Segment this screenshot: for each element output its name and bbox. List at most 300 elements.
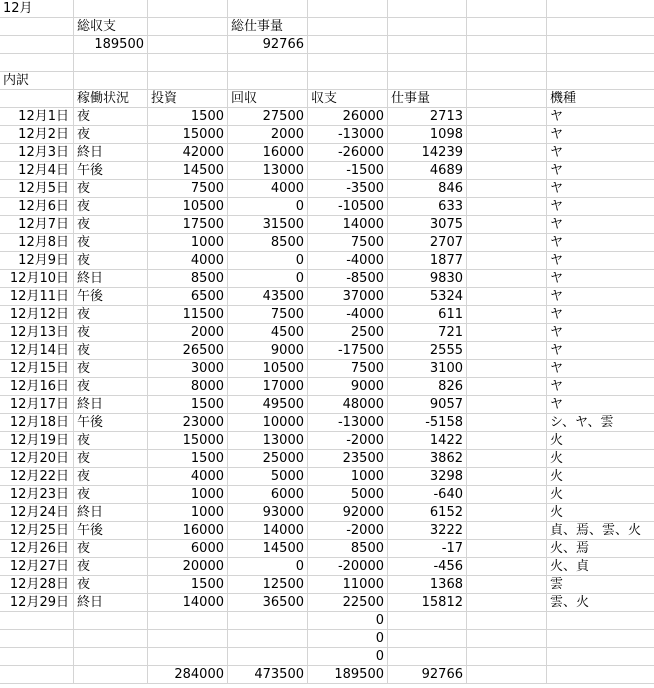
header-status-cell[interactable]: 稼働状況 [74, 90, 148, 108]
invest-cell[interactable]: 1000 [148, 234, 228, 252]
empty-cell[interactable] [148, 54, 228, 72]
machine-cell[interactable]: 火 [547, 432, 654, 450]
invest-cell[interactable]: 42000 [148, 144, 228, 162]
machine-cell[interactable]: ヤ [547, 396, 654, 414]
total-balance-cell[interactable]: 189500 [308, 666, 388, 684]
machine-cell[interactable]: ヤ [547, 144, 654, 162]
work-cell[interactable]: 826 [388, 378, 467, 396]
date-cell[interactable] [0, 630, 74, 648]
balance-cell[interactable]: 14000 [308, 216, 388, 234]
work-cell[interactable]: 1422 [388, 432, 467, 450]
invest-cell[interactable] [148, 612, 228, 630]
date-cell[interactable]: 12月13日 [0, 324, 74, 342]
date-cell[interactable]: 12月28日 [0, 576, 74, 594]
invest-cell[interactable]: 16000 [148, 522, 228, 540]
empty-cell[interactable] [74, 72, 148, 90]
status-cell[interactable]: 夜 [74, 360, 148, 378]
machine-cell[interactable]: 火、貞 [547, 558, 654, 576]
empty-cell[interactable] [467, 162, 547, 180]
invest-cell[interactable]: 10500 [148, 198, 228, 216]
empty-cell[interactable] [0, 36, 74, 54]
empty-cell[interactable] [148, 0, 228, 18]
invest-cell[interactable]: 6000 [148, 540, 228, 558]
status-cell[interactable]: 午後 [74, 414, 148, 432]
status-cell[interactable]: 夜 [74, 468, 148, 486]
date-cell[interactable]: 12月23日 [0, 486, 74, 504]
recover-cell[interactable]: 14500 [228, 540, 308, 558]
recover-cell[interactable]: 12500 [228, 576, 308, 594]
empty-cell[interactable] [148, 36, 228, 54]
breakdown-label-cell[interactable]: 内訳 [0, 72, 74, 90]
work-cell[interactable]: 846 [388, 180, 467, 198]
date-cell[interactable] [0, 612, 74, 630]
balance-cell[interactable]: 7500 [308, 360, 388, 378]
invest-cell[interactable] [148, 648, 228, 666]
balance-cell[interactable]: 26000 [308, 108, 388, 126]
empty-cell[interactable] [467, 0, 547, 18]
empty-cell[interactable] [467, 54, 547, 72]
status-cell[interactable]: 夜 [74, 252, 148, 270]
balance-cell[interactable]: 8500 [308, 540, 388, 558]
work-cell[interactable]: 9057 [388, 396, 467, 414]
balance-cell[interactable]: 1000 [308, 468, 388, 486]
empty-cell[interactable] [467, 504, 547, 522]
recover-cell[interactable]: 2000 [228, 126, 308, 144]
recover-cell[interactable]: 0 [228, 558, 308, 576]
work-cell[interactable]: 6152 [388, 504, 467, 522]
invest-cell[interactable]: 1000 [148, 486, 228, 504]
empty-cell[interactable] [467, 396, 547, 414]
empty-cell[interactable] [228, 0, 308, 18]
empty-cell[interactable] [228, 72, 308, 90]
empty-cell[interactable] [467, 288, 547, 306]
status-cell[interactable]: 午後 [74, 288, 148, 306]
machine-cell[interactable]: ヤ [547, 162, 654, 180]
date-cell[interactable]: 12月29日 [0, 594, 74, 612]
empty-cell[interactable] [74, 54, 148, 72]
work-cell[interactable]: 1098 [388, 126, 467, 144]
recover-cell[interactable]: 93000 [228, 504, 308, 522]
machine-cell[interactable]: ヤ [547, 234, 654, 252]
recover-cell[interactable]: 0 [228, 270, 308, 288]
recover-cell[interactable]: 13000 [228, 162, 308, 180]
recover-cell[interactable] [228, 648, 308, 666]
empty-cell[interactable] [547, 36, 654, 54]
status-cell[interactable]: 夜 [74, 216, 148, 234]
work-cell[interactable]: 2707 [388, 234, 467, 252]
invest-cell[interactable]: 15000 [148, 432, 228, 450]
date-cell[interactable]: 12月6日 [0, 198, 74, 216]
empty-cell[interactable] [467, 648, 547, 666]
empty-cell[interactable] [467, 486, 547, 504]
status-cell[interactable]: 終日 [74, 396, 148, 414]
recover-cell[interactable]: 9000 [228, 342, 308, 360]
balance-cell[interactable]: 92000 [308, 504, 388, 522]
machine-cell[interactable]: 雲、火 [547, 594, 654, 612]
date-cell[interactable]: 12月14日 [0, 342, 74, 360]
date-cell[interactable]: 12月1日 [0, 108, 74, 126]
recover-cell[interactable]: 25000 [228, 450, 308, 468]
empty-cell[interactable] [74, 666, 148, 684]
status-cell[interactable]: 夜 [74, 180, 148, 198]
recover-cell[interactable]: 17000 [228, 378, 308, 396]
balance-cell[interactable]: 2500 [308, 324, 388, 342]
invest-cell[interactable]: 2000 [148, 324, 228, 342]
empty-cell[interactable] [467, 324, 547, 342]
work-cell[interactable]: 15812 [388, 594, 467, 612]
empty-cell[interactable] [467, 72, 547, 90]
work-cell[interactable]: 9830 [388, 270, 467, 288]
empty-cell[interactable] [308, 18, 388, 36]
empty-cell[interactable] [467, 306, 547, 324]
balance-cell[interactable]: -2000 [308, 432, 388, 450]
machine-cell[interactable]: ヤ [547, 306, 654, 324]
empty-cell[interactable] [467, 414, 547, 432]
machine-cell[interactable] [547, 630, 654, 648]
empty-cell[interactable] [228, 54, 308, 72]
machine-cell[interactable]: 貞、焉、雲、火 [547, 522, 654, 540]
recover-cell[interactable]: 4500 [228, 324, 308, 342]
date-cell[interactable]: 12月8日 [0, 234, 74, 252]
empty-cell[interactable] [467, 540, 547, 558]
machine-cell[interactable]: ヤ [547, 108, 654, 126]
work-cell[interactable]: 3862 [388, 450, 467, 468]
date-cell[interactable]: 12月9日 [0, 252, 74, 270]
status-cell[interactable]: 夜 [74, 450, 148, 468]
empty-cell[interactable] [467, 360, 547, 378]
balance-cell[interactable]: -3500 [308, 180, 388, 198]
empty-cell[interactable] [388, 18, 467, 36]
machine-cell[interactable]: 火 [547, 468, 654, 486]
empty-cell[interactable] [467, 378, 547, 396]
empty-cell[interactable] [467, 234, 547, 252]
total-balance-value-cell[interactable]: 189500 [74, 36, 148, 54]
work-cell[interactable]: 3075 [388, 216, 467, 234]
empty-cell[interactable] [467, 342, 547, 360]
work-cell[interactable]: 2555 [388, 342, 467, 360]
header-work-cell[interactable]: 仕事量 [388, 90, 467, 108]
empty-cell[interactable] [467, 630, 547, 648]
work-cell[interactable]: 14239 [388, 144, 467, 162]
balance-cell[interactable]: -10500 [308, 198, 388, 216]
empty-cell[interactable] [148, 72, 228, 90]
empty-cell[interactable] [388, 54, 467, 72]
empty-cell[interactable] [467, 612, 547, 630]
invest-cell[interactable]: 6500 [148, 288, 228, 306]
invest-cell[interactable]: 1000 [148, 504, 228, 522]
work-cell[interactable]: 4689 [388, 162, 467, 180]
date-cell[interactable]: 12月22日 [0, 468, 74, 486]
recover-cell[interactable] [228, 630, 308, 648]
empty-cell[interactable] [467, 468, 547, 486]
empty-cell[interactable] [547, 54, 654, 72]
empty-cell[interactable] [467, 180, 547, 198]
balance-cell[interactable]: 9000 [308, 378, 388, 396]
invest-cell[interactable]: 1500 [148, 576, 228, 594]
balance-cell[interactable]: -17500 [308, 342, 388, 360]
balance-cell[interactable]: -26000 [308, 144, 388, 162]
recover-cell[interactable]: 6000 [228, 486, 308, 504]
balance-cell[interactable]: 22500 [308, 594, 388, 612]
empty-cell[interactable] [467, 594, 547, 612]
recover-cell[interactable]: 13000 [228, 432, 308, 450]
empty-cell[interactable] [547, 666, 654, 684]
status-cell[interactable]: 午後 [74, 522, 148, 540]
status-cell[interactable]: 夜 [74, 306, 148, 324]
total-invest-cell[interactable]: 284000 [148, 666, 228, 684]
status-cell[interactable]: 終日 [74, 144, 148, 162]
work-cell[interactable]: 611 [388, 306, 467, 324]
date-cell[interactable]: 12月24日 [0, 504, 74, 522]
machine-cell[interactable]: 火 [547, 450, 654, 468]
status-cell[interactable]: 夜 [74, 342, 148, 360]
work-cell[interactable]: 633 [388, 198, 467, 216]
work-cell[interactable]: -456 [388, 558, 467, 576]
invest-cell[interactable]: 14000 [148, 594, 228, 612]
date-cell[interactable]: 12月17日 [0, 396, 74, 414]
status-cell[interactable]: 終日 [74, 270, 148, 288]
invest-cell[interactable]: 7500 [148, 180, 228, 198]
empty-cell[interactable] [547, 72, 654, 90]
recover-cell[interactable]: 10000 [228, 414, 308, 432]
balance-cell[interactable]: 37000 [308, 288, 388, 306]
date-cell[interactable]: 12月26日 [0, 540, 74, 558]
date-cell[interactable]: 12月12日 [0, 306, 74, 324]
date-cell[interactable]: 12月25日 [0, 522, 74, 540]
work-cell[interactable]: 721 [388, 324, 467, 342]
empty-cell[interactable] [388, 0, 467, 18]
recover-cell[interactable]: 0 [228, 252, 308, 270]
status-cell[interactable]: 夜 [74, 234, 148, 252]
machine-cell[interactable] [547, 648, 654, 666]
status-cell[interactable]: 夜 [74, 486, 148, 504]
recover-cell[interactable]: 36500 [228, 594, 308, 612]
recover-cell[interactable]: 7500 [228, 306, 308, 324]
empty-cell[interactable] [308, 72, 388, 90]
machine-cell[interactable]: ヤ [547, 252, 654, 270]
machine-cell[interactable] [547, 612, 654, 630]
work-cell[interactable]: 3100 [388, 360, 467, 378]
balance-cell[interactable]: -13000 [308, 414, 388, 432]
status-cell[interactable]: 夜 [74, 378, 148, 396]
empty-cell[interactable] [148, 18, 228, 36]
work-cell[interactable]: -5158 [388, 414, 467, 432]
total-work-cell[interactable]: 92766 [388, 666, 467, 684]
invest-cell[interactable]: 1500 [148, 108, 228, 126]
empty-cell[interactable] [0, 18, 74, 36]
status-cell[interactable]: 終日 [74, 594, 148, 612]
invest-cell[interactable]: 14500 [148, 162, 228, 180]
machine-cell[interactable]: 火 [547, 504, 654, 522]
machine-cell[interactable]: 火 [547, 486, 654, 504]
work-cell[interactable]: -17 [388, 540, 467, 558]
invest-cell[interactable] [148, 630, 228, 648]
invest-cell[interactable]: 4000 [148, 468, 228, 486]
date-cell[interactable]: 12月18日 [0, 414, 74, 432]
balance-cell[interactable]: 11000 [308, 576, 388, 594]
work-cell[interactable]: -640 [388, 486, 467, 504]
month-title-cell[interactable]: 12月 [0, 0, 74, 18]
machine-cell[interactable]: ヤ [547, 270, 654, 288]
machine-cell[interactable]: ヤ [547, 180, 654, 198]
date-cell[interactable]: 12月15日 [0, 360, 74, 378]
empty-cell[interactable] [308, 0, 388, 18]
invest-cell[interactable]: 11500 [148, 306, 228, 324]
status-cell[interactable]: 夜 [74, 108, 148, 126]
balance-cell[interactable]: -1500 [308, 162, 388, 180]
status-cell[interactable]: 夜 [74, 576, 148, 594]
empty-cell[interactable] [467, 144, 547, 162]
header-invest-cell[interactable]: 投資 [148, 90, 228, 108]
machine-cell[interactable]: ヤ [547, 342, 654, 360]
balance-cell[interactable]: 23500 [308, 450, 388, 468]
balance-cell[interactable]: 5000 [308, 486, 388, 504]
recover-cell[interactable]: 43500 [228, 288, 308, 306]
machine-cell[interactable]: ヤ [547, 198, 654, 216]
work-cell[interactable] [388, 630, 467, 648]
invest-cell[interactable]: 1500 [148, 396, 228, 414]
empty-cell[interactable] [467, 216, 547, 234]
invest-cell[interactable]: 4000 [148, 252, 228, 270]
total-balance-label-cell[interactable]: 総収支 [74, 18, 148, 36]
empty-cell[interactable] [467, 450, 547, 468]
balance-cell[interactable]: -4000 [308, 306, 388, 324]
header-recover-cell[interactable]: 回収 [228, 90, 308, 108]
status-cell[interactable] [74, 648, 148, 666]
machine-cell[interactable]: ヤ [547, 126, 654, 144]
machine-cell[interactable]: ヤ [547, 378, 654, 396]
date-cell[interactable]: 12月4日 [0, 162, 74, 180]
empty-cell[interactable] [467, 18, 547, 36]
machine-cell[interactable]: ヤ [547, 288, 654, 306]
empty-cell[interactable] [547, 0, 654, 18]
header-machine-cell[interactable]: 機種 [547, 90, 654, 108]
status-cell[interactable] [74, 612, 148, 630]
empty-cell[interactable] [467, 198, 547, 216]
recover-cell[interactable]: 0 [228, 198, 308, 216]
empty-cell[interactable] [308, 36, 388, 54]
date-cell[interactable]: 12月5日 [0, 180, 74, 198]
machine-cell[interactable]: 雲 [547, 576, 654, 594]
status-cell[interactable]: 夜 [74, 540, 148, 558]
recover-cell[interactable]: 16000 [228, 144, 308, 162]
date-cell[interactable]: 12月7日 [0, 216, 74, 234]
empty-cell[interactable] [467, 126, 547, 144]
date-cell[interactable] [0, 648, 74, 666]
invest-cell[interactable]: 17500 [148, 216, 228, 234]
empty-cell[interactable] [467, 666, 547, 684]
date-cell[interactable]: 12月19日 [0, 432, 74, 450]
status-cell[interactable]: 夜 [74, 324, 148, 342]
recover-cell[interactable]: 4000 [228, 180, 308, 198]
empty-cell[interactable] [467, 432, 547, 450]
empty-cell[interactable] [0, 90, 74, 108]
invest-cell[interactable]: 8500 [148, 270, 228, 288]
status-cell[interactable]: 午後 [74, 162, 148, 180]
empty-cell[interactable] [467, 558, 547, 576]
empty-cell[interactable] [388, 36, 467, 54]
balance-cell[interactable]: -8500 [308, 270, 388, 288]
work-cell[interactable] [388, 612, 467, 630]
total-recover-cell[interactable]: 473500 [228, 666, 308, 684]
work-cell[interactable]: 1368 [388, 576, 467, 594]
empty-cell[interactable] [467, 270, 547, 288]
empty-cell[interactable] [0, 666, 74, 684]
balance-cell[interactable]: -4000 [308, 252, 388, 270]
machine-cell[interactable]: 火、焉 [547, 540, 654, 558]
status-cell[interactable]: 夜 [74, 198, 148, 216]
total-work-value-cell[interactable]: 92766 [228, 36, 308, 54]
invest-cell[interactable]: 20000 [148, 558, 228, 576]
empty-cell[interactable] [547, 18, 654, 36]
empty-cell[interactable] [308, 54, 388, 72]
recover-cell[interactable] [228, 612, 308, 630]
empty-cell[interactable] [467, 108, 547, 126]
status-cell[interactable] [74, 630, 148, 648]
work-cell[interactable] [388, 648, 467, 666]
status-cell[interactable]: 夜 [74, 126, 148, 144]
invest-cell[interactable]: 1500 [148, 450, 228, 468]
empty-cell[interactable] [0, 54, 74, 72]
machine-cell[interactable]: シ、ヤ、雲 [547, 414, 654, 432]
invest-cell[interactable]: 23000 [148, 414, 228, 432]
header-balance-cell[interactable]: 収支 [308, 90, 388, 108]
balance-cell[interactable]: -13000 [308, 126, 388, 144]
machine-cell[interactable]: ヤ [547, 360, 654, 378]
empty-cell[interactable] [388, 72, 467, 90]
date-cell[interactable]: 12月2日 [0, 126, 74, 144]
recover-cell[interactable]: 49500 [228, 396, 308, 414]
status-cell[interactable]: 終日 [74, 504, 148, 522]
machine-cell[interactable]: ヤ [547, 324, 654, 342]
balance-cell[interactable]: 0 [308, 648, 388, 666]
recover-cell[interactable]: 14000 [228, 522, 308, 540]
work-cell[interactable]: 3222 [388, 522, 467, 540]
total-work-label-cell[interactable]: 総仕事量 [228, 18, 308, 36]
machine-cell[interactable]: ヤ [547, 216, 654, 234]
date-cell[interactable]: 12月27日 [0, 558, 74, 576]
work-cell[interactable]: 1877 [388, 252, 467, 270]
empty-cell[interactable] [467, 252, 547, 270]
status-cell[interactable]: 夜 [74, 432, 148, 450]
invest-cell[interactable]: 3000 [148, 360, 228, 378]
date-cell[interactable]: 12月3日 [0, 144, 74, 162]
balance-cell[interactable]: 0 [308, 630, 388, 648]
date-cell[interactable]: 12月10日 [0, 270, 74, 288]
balance-cell[interactable]: -2000 [308, 522, 388, 540]
date-cell[interactable]: 12月11日 [0, 288, 74, 306]
invest-cell[interactable]: 15000 [148, 126, 228, 144]
recover-cell[interactable]: 8500 [228, 234, 308, 252]
empty-cell[interactable] [467, 90, 547, 108]
balance-cell[interactable]: 48000 [308, 396, 388, 414]
work-cell[interactable]: 5324 [388, 288, 467, 306]
recover-cell[interactable]: 10500 [228, 360, 308, 378]
status-cell[interactable]: 夜 [74, 558, 148, 576]
balance-cell[interactable]: -20000 [308, 558, 388, 576]
empty-cell[interactable] [74, 0, 148, 18]
date-cell[interactable]: 12月16日 [0, 378, 74, 396]
balance-cell[interactable]: 0 [308, 612, 388, 630]
date-cell[interactable]: 12月20日 [0, 450, 74, 468]
balance-cell[interactable]: 7500 [308, 234, 388, 252]
empty-cell[interactable] [467, 36, 547, 54]
recover-cell[interactable]: 5000 [228, 468, 308, 486]
empty-cell[interactable] [467, 522, 547, 540]
recover-cell[interactable]: 31500 [228, 216, 308, 234]
work-cell[interactable]: 3298 [388, 468, 467, 486]
invest-cell[interactable]: 8000 [148, 378, 228, 396]
